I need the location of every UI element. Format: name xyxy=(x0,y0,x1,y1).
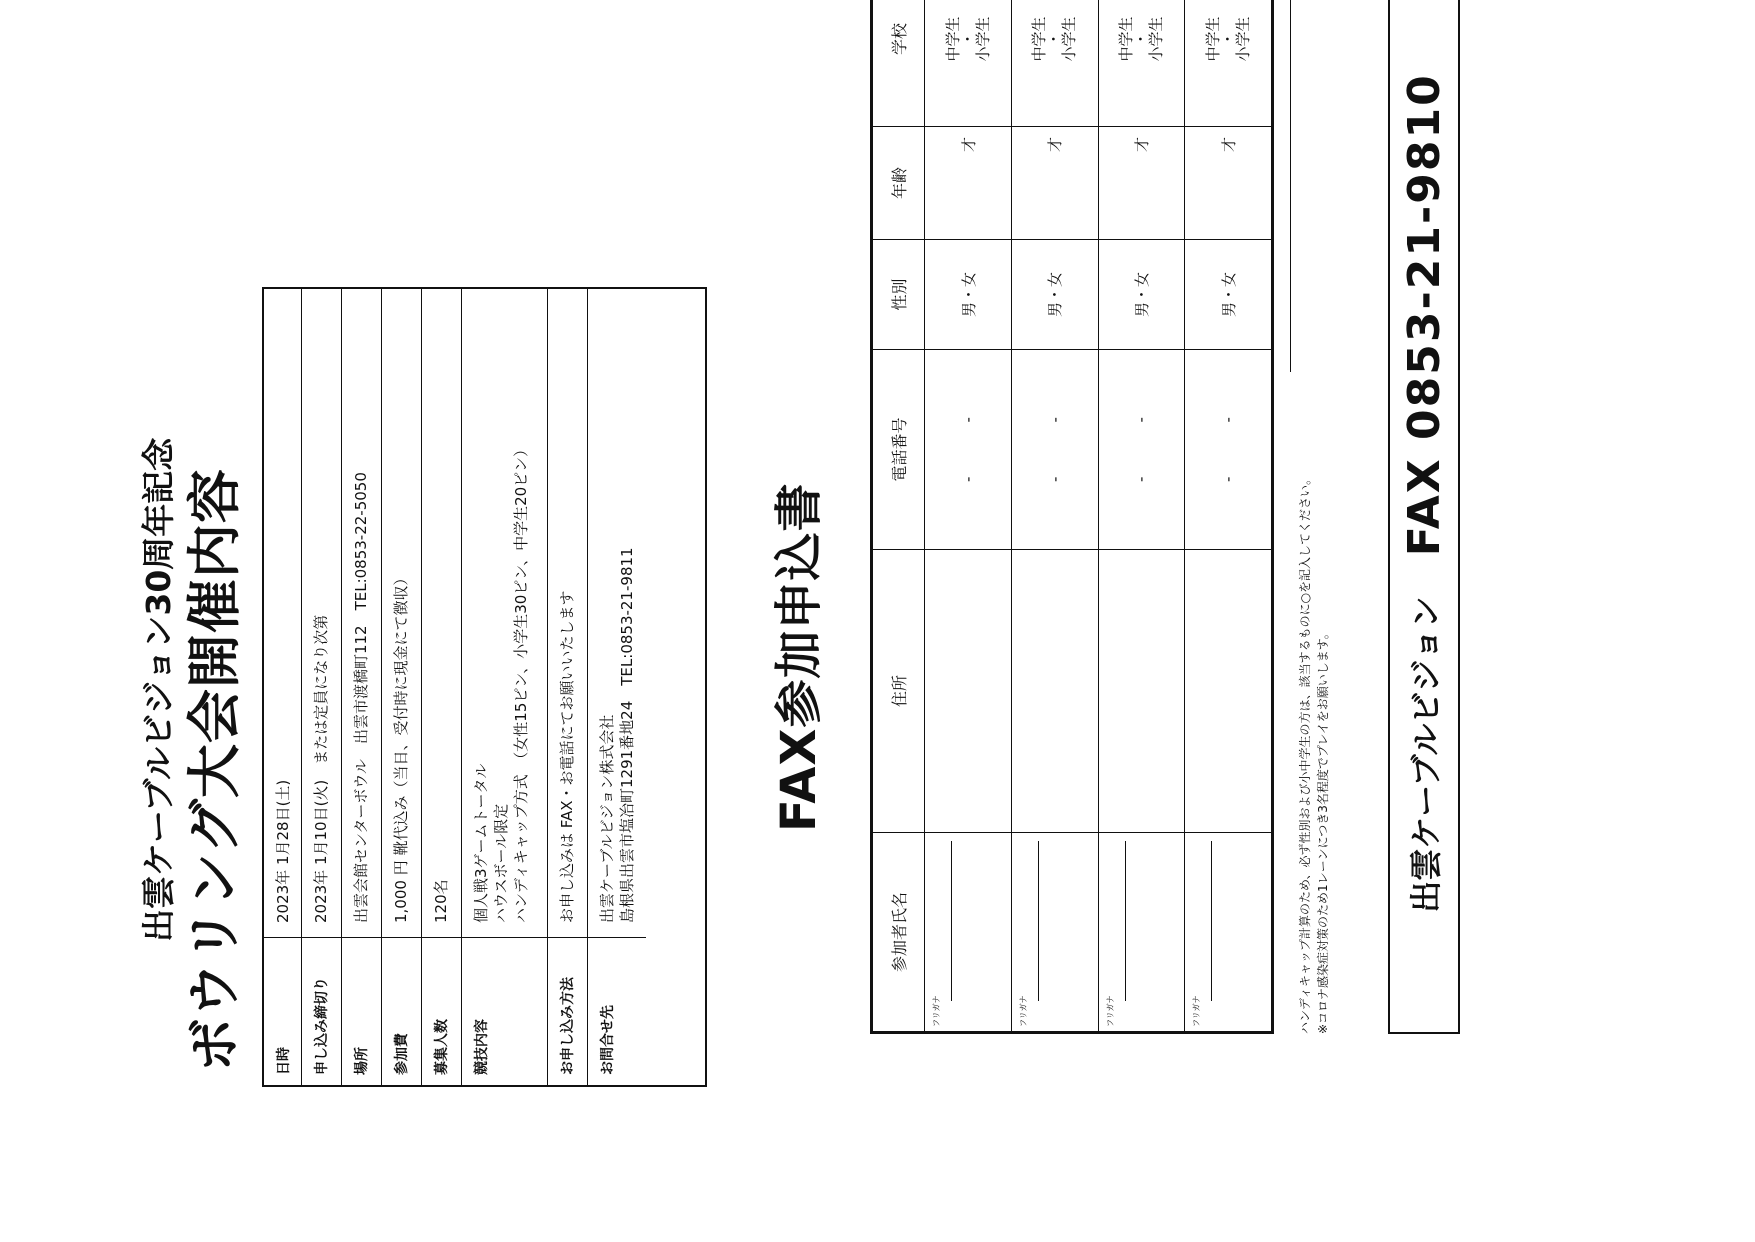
phone-separator: - xyxy=(1045,417,1064,423)
furigana-line xyxy=(951,841,952,1001)
furigana-label: フリガナ xyxy=(1105,995,1115,1027)
info-line: ハウスボール限定 xyxy=(492,803,510,923)
covid-note: ※コロナ感染症対策のため1レーンにつき3名程度でプレイをお願いします。 xyxy=(1316,627,1330,1034)
info-line: 120名 xyxy=(432,879,450,923)
school-option-elementary: 小学生 xyxy=(1233,16,1252,62)
phone-separator: - xyxy=(1132,417,1151,423)
fax-footer xyxy=(1388,0,1460,1034)
info-line: お申し込みは FAX・お電話にてお願いいたします xyxy=(558,590,576,923)
form-row xyxy=(1185,0,1273,1033)
header-age: 年齢 xyxy=(872,127,925,240)
footer-company: 出雲ケーブルビジョン xyxy=(1407,596,1445,913)
info-row-competition xyxy=(462,289,548,1085)
school-field[interactable] xyxy=(1185,0,1273,127)
school-separator: ・ xyxy=(1218,31,1237,47)
name-field[interactable] xyxy=(925,833,1012,1033)
info-label: 競技内容 xyxy=(462,937,547,1085)
info-line: 2023年 1月28日(土) xyxy=(274,779,292,923)
info-value xyxy=(422,289,461,937)
header-name: 参加者氏名 xyxy=(872,833,925,1033)
age-unit: 才 xyxy=(959,137,978,153)
event-subtitle: 出雲ケーブルビジョン30周年記念 xyxy=(139,437,178,942)
school-option-junior-high: 中学生 xyxy=(1030,16,1049,62)
header-gender: 性別 xyxy=(872,240,925,350)
info-value xyxy=(342,289,381,937)
furigana-label: フリガナ xyxy=(932,995,942,1027)
info-row-apply-method xyxy=(548,289,588,1085)
furigana-label: フリガナ xyxy=(1018,995,1028,1027)
age-field[interactable] xyxy=(1011,127,1098,240)
header-address: 住所 xyxy=(872,550,925,833)
age-unit: 才 xyxy=(1219,137,1238,153)
age-unit: 才 xyxy=(1046,137,1065,153)
gender-field[interactable]: 男・女 xyxy=(925,240,1012,350)
form-row xyxy=(1098,0,1185,1033)
furigana-line xyxy=(1211,841,1212,1001)
school-field[interactable] xyxy=(1098,0,1185,127)
info-label: お問合せ先 xyxy=(588,937,646,1085)
name-field[interactable] xyxy=(1011,833,1098,1033)
school-option-elementary: 小学生 xyxy=(1146,16,1165,62)
phone-separator: - xyxy=(1132,476,1151,482)
gender-field[interactable]: 男・女 xyxy=(1185,240,1273,350)
info-value xyxy=(548,289,587,937)
info-label: 場所 xyxy=(342,937,381,1085)
application-form-table xyxy=(870,0,1274,1034)
phone-separator: - xyxy=(1219,476,1238,482)
age-field[interactable] xyxy=(925,127,1012,240)
header-phone: 電話番号 xyxy=(872,350,925,550)
school-field[interactable] xyxy=(1011,0,1098,127)
info-value xyxy=(462,289,547,937)
phone-separator: - xyxy=(959,417,978,423)
info-line: 島根県出雲市塩冶町1291番地24 TEL:0853-21-9811 xyxy=(618,547,636,923)
event-info-table xyxy=(262,287,707,1087)
phone-separator: - xyxy=(1219,417,1238,423)
school-option-elementary: 小学生 xyxy=(973,16,992,62)
age-field[interactable] xyxy=(1185,127,1273,240)
address-field[interactable] xyxy=(1011,550,1098,833)
info-row-capacity xyxy=(422,289,462,1085)
furigana-line xyxy=(1038,841,1039,1001)
info-line: 出雲ケーブルビジョン株式会社 xyxy=(598,714,616,923)
info-value xyxy=(382,289,421,937)
info-line: 出雲会館センターボウル 出雲市渡橋町112 TEL:0853-22-5050 xyxy=(352,472,370,923)
info-line: 個人戦3ゲームトータル xyxy=(472,763,490,923)
school-separator: ・ xyxy=(1131,31,1150,47)
school-option-junior-high: 中学生 xyxy=(1203,16,1222,62)
form-row xyxy=(925,0,1012,1033)
info-row-fee xyxy=(382,289,422,1085)
name-field[interactable] xyxy=(1185,833,1273,1033)
info-line: 1,000 円 靴代込み（当日、受付時に現金にて徴収） xyxy=(392,570,410,923)
footer-fax-number: FAX 0853-21-9810 xyxy=(1398,73,1450,557)
info-label: お申し込み方法 xyxy=(548,937,587,1085)
info-value xyxy=(588,289,646,937)
school-option-junior-high: 中学生 xyxy=(1116,16,1135,62)
age-field[interactable] xyxy=(1098,127,1185,240)
name-field[interactable] xyxy=(1098,833,1185,1033)
school-option-junior-high: 中学生 xyxy=(943,16,962,62)
address-field[interactable] xyxy=(925,550,1012,833)
phone-field[interactable] xyxy=(925,350,1012,550)
note-bracket-line xyxy=(1290,0,1303,372)
school-field[interactable] xyxy=(925,0,1012,127)
info-label: 日時 xyxy=(264,937,301,1085)
phone-separator: - xyxy=(959,476,978,482)
event-title: ボウリング大会開催内容 xyxy=(183,468,246,1072)
info-value xyxy=(264,289,301,937)
info-value xyxy=(302,289,341,937)
phone-field[interactable] xyxy=(1011,350,1098,550)
gender-field[interactable]: 男・女 xyxy=(1098,240,1185,350)
info-row-contact xyxy=(588,289,646,1085)
age-unit: 才 xyxy=(1132,137,1151,153)
header-school: 学校 xyxy=(872,0,925,127)
info-row-date xyxy=(264,289,302,1085)
furigana-line xyxy=(1125,841,1126,1001)
furigana-label: フリガナ xyxy=(1192,995,1202,1027)
info-row-venue xyxy=(342,289,382,1085)
gender-field[interactable]: 男・女 xyxy=(1011,240,1098,350)
school-separator: ・ xyxy=(1045,31,1064,47)
info-label: 募集人数 xyxy=(422,937,461,1085)
school-option-elementary: 小学生 xyxy=(1060,16,1079,62)
phone-separator: - xyxy=(1045,476,1064,482)
info-line: 2023年 1月10日(火) または定員になり次第 xyxy=(312,614,330,923)
phone-field[interactable] xyxy=(1185,350,1273,550)
form-header-row xyxy=(872,0,925,1033)
phone-field[interactable] xyxy=(1098,350,1185,550)
info-label: 申し込み締切り xyxy=(302,937,341,1085)
handicap-note: ハンディキャップ計算のため、必ず性別および小中学生の方は、該当するものに○を記入してください。 xyxy=(1298,472,1312,1034)
address-field[interactable] xyxy=(1185,550,1273,833)
form-row xyxy=(1011,0,1098,1033)
form-title: FAX参加申込書 xyxy=(771,482,827,832)
school-separator: ・ xyxy=(958,31,977,47)
info-label: 参加費 xyxy=(382,937,421,1085)
info-row-deadline xyxy=(302,289,342,1085)
info-line: ハンディキャップ方式 （女性15ピン、小学生30ピン、中学生20ピン） xyxy=(512,441,530,923)
address-field[interactable] xyxy=(1098,550,1185,833)
